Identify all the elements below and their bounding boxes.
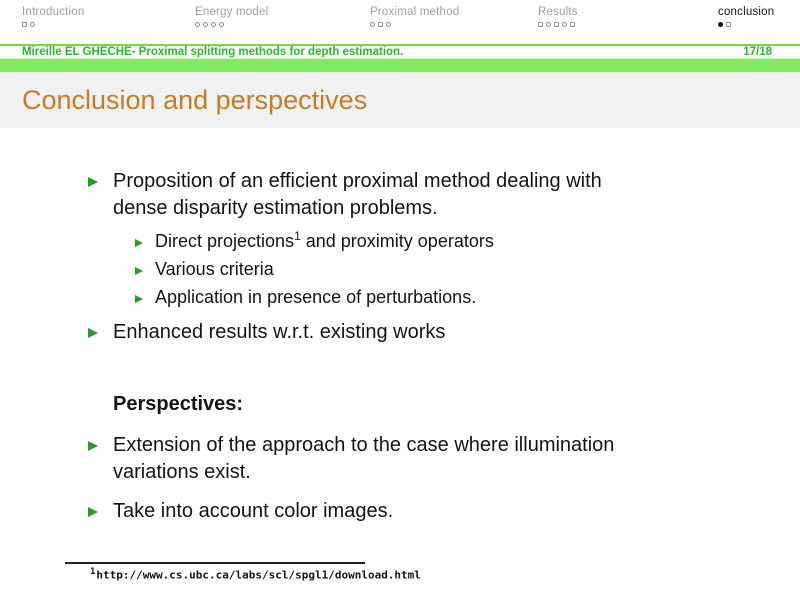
nav-frame-dots xyxy=(22,21,85,28)
nav-frame-dots xyxy=(195,21,268,28)
frame-dot-icon[interactable] xyxy=(386,22,391,27)
frame-dot-icon[interactable] xyxy=(378,22,383,27)
sub-bullet-criteria xyxy=(135,260,760,279)
frame-dot-icon[interactable] xyxy=(203,22,208,27)
nav-section-label[interactable]: Proximal method xyxy=(370,6,460,18)
nav-frame-dots xyxy=(370,21,459,28)
status-band xyxy=(0,44,800,58)
triangle-bullet-icon xyxy=(135,267,143,275)
triangle-bullet-icon xyxy=(88,328,98,338)
sub-bullet-text: Application in presence of perturbations. xyxy=(155,287,477,307)
bullet-text-line: variations exist. xyxy=(113,461,251,483)
frame-dot-icon[interactable] xyxy=(554,22,559,27)
green-divider-strip xyxy=(0,58,800,72)
nav-section-introduction[interactable] xyxy=(22,6,85,28)
bullet-item-enhanced-results xyxy=(88,319,760,346)
sub-bullet-text xyxy=(155,229,494,251)
bullet-text: Take into account color images. xyxy=(113,500,394,522)
triangle-bullet-icon xyxy=(135,295,143,303)
triangle-bullet-icon xyxy=(88,177,98,187)
nav-section-label[interactable]: Results xyxy=(538,6,578,18)
frame-dot-icon[interactable] xyxy=(219,22,224,27)
nav-section-conclusion[interactable] xyxy=(718,6,774,28)
frame-dot-icon[interactable] xyxy=(30,22,35,27)
nav-section-label[interactable]: conclusion xyxy=(718,6,775,18)
frame-dot-icon[interactable] xyxy=(22,22,27,27)
bullet-item-color-images xyxy=(88,498,760,525)
bullet-text: Enhanced results w.r.t. existing works xyxy=(113,321,446,343)
sub-bullet-list xyxy=(135,229,760,307)
frame-dot-icon[interactable] xyxy=(726,22,731,27)
nav-frame-dots xyxy=(538,21,578,28)
triangle-bullet-icon xyxy=(88,507,98,517)
page-number: 17/18 xyxy=(743,46,772,58)
frame-title-band xyxy=(0,72,800,128)
bullet-text-line: Extension of the approach to the case where illumination xyxy=(113,434,615,456)
sub-bullet-text-part: Direct projections xyxy=(155,231,295,251)
footnote xyxy=(90,567,421,582)
nav-section-results[interactable] xyxy=(538,6,578,28)
sub-bullet-projections xyxy=(135,229,760,251)
sub-bullet-text: Various criteria xyxy=(155,259,274,279)
frame-dot-icon[interactable] xyxy=(195,22,200,27)
sub-bullet-application xyxy=(135,288,760,307)
bullet-text xyxy=(113,168,602,222)
sub-bullet-text-part: and proximity operators xyxy=(300,231,494,251)
nav-section-proximal-method[interactable] xyxy=(370,6,459,28)
nav-section-energy-model[interactable] xyxy=(195,6,268,28)
footnote-marker: 1 xyxy=(294,229,301,243)
frame-dot-icon[interactable] xyxy=(570,22,575,27)
bullet-text xyxy=(113,432,614,486)
footnote-rule xyxy=(65,562,365,564)
frame-dot-icon[interactable] xyxy=(538,22,543,27)
bullet-item-proposition xyxy=(88,168,760,222)
frame-dot-icon[interactable] xyxy=(370,22,375,27)
slide-body xyxy=(0,128,800,600)
section-navigation-bar xyxy=(0,0,800,44)
bullet-text-line: dense disparity estimation problems. xyxy=(113,197,438,219)
nav-section-label[interactable]: Introduction xyxy=(22,6,85,18)
frame-dot-icon[interactable] xyxy=(211,22,216,27)
frame-dot-icon[interactable] xyxy=(562,22,567,27)
bullet-item-extension xyxy=(88,432,760,486)
author-title-text: Mireille EL GHECHE- Proximal splitting methods for depth estimation. xyxy=(22,46,404,58)
nav-section-label[interactable]: Energy model xyxy=(195,6,269,18)
frame-title: Conclusion and perspectives xyxy=(22,84,368,115)
triangle-bullet-icon xyxy=(135,239,143,247)
bullet-text-line: Proposition of an efficient proximal method dealing with xyxy=(113,170,602,192)
perspectives-heading: Perspectives: xyxy=(113,393,244,415)
nav-frame-dots xyxy=(718,21,774,28)
triangle-bullet-icon xyxy=(88,441,98,451)
frame-dot-icon[interactable] xyxy=(546,22,551,27)
footnote-marker: 1 xyxy=(90,567,96,577)
footnote-url-link[interactable]: http://www.cs.ubc.ca/labs/scl/spgl1/download.html xyxy=(96,568,421,582)
current-frame-dot-icon[interactable] xyxy=(718,22,723,27)
